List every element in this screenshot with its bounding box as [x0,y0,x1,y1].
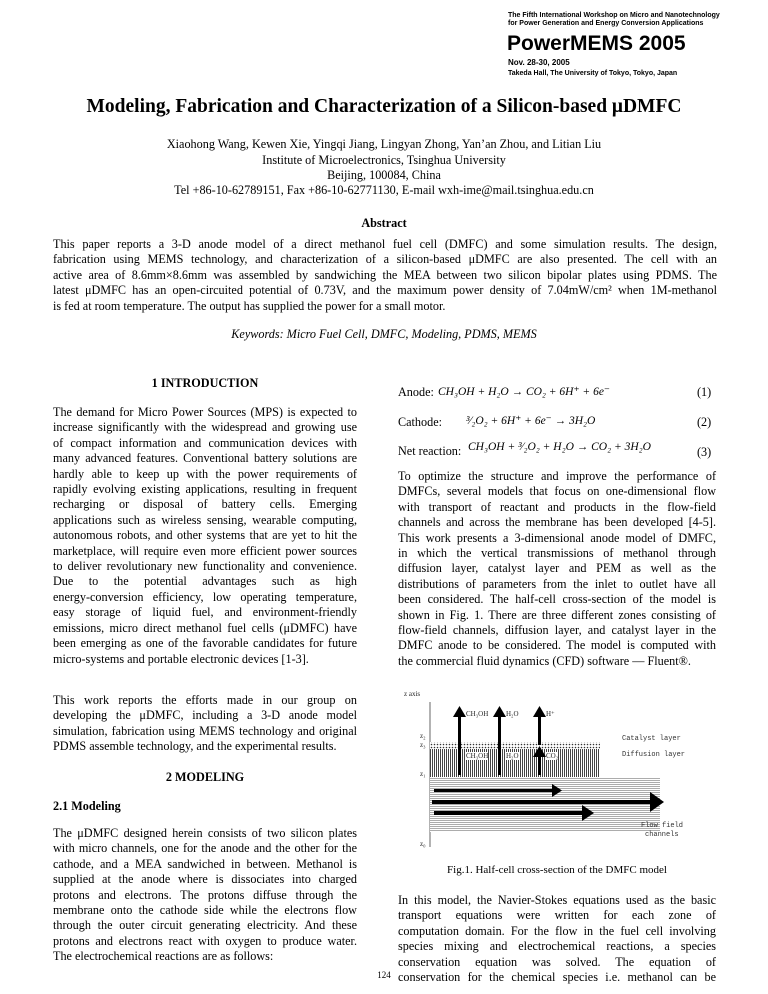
text-line: membrane onto the cathode side while the electrons flow [53,903,357,918]
abstract-line: is fed at room temperature. The output has supplied the power for a small motor. [53,298,446,313]
text-line: marketplace, will require even more efficient power sources [53,543,357,558]
z3-label: z₃ [420,741,426,749]
text-line: been considered. The half-cell cross-section of the model is [398,592,716,607]
anode-label: Anode: [398,385,434,399]
abstract-body [53,237,717,314]
model-paragraph [398,469,716,669]
paper-affiliation: Institute of Microelectronics, Tsinghua University [262,153,506,167]
text-line: PDMS assemble technology, and the experimental results. [53,739,337,754]
text-line: recharging or disposal of battery cells. Emerging [53,497,357,512]
text-line: transport equations were written for each zone of [398,908,716,923]
text-line: cathode, and a MEA sandwiched in between. Methanol is [53,856,357,871]
conference-line-2: for Power Generation and Energy Conversion Applications [508,20,704,27]
catalyst-layer-label: Catalyst layer [622,735,681,743]
cathode-label: Cathode: [398,415,443,429]
text-line: diffusion layer, catalyst layer and PEM as well as the [398,561,716,576]
text-line: many advanced features. Conventional battery solutions are [53,451,357,466]
text-line: DMFCs, several models that focus on one-dimensional flow [398,484,716,499]
intro-paragraph [53,405,357,667]
text-line: easy storage of liquid fuel, and environment-friendly [53,605,357,620]
figure-1-caption: Fig.1. Half-cell cross-section of the DMFC model [447,864,667,876]
conference-name: PowerMEMS 2005 [507,32,686,55]
catalyst-layer-region [430,742,600,749]
paper-contact: Tel +86-10-62789151, Fax +86-10-62771130, E-mail wxh-ime@mail.tsinghua.edu.cn [174,183,594,197]
net-reaction-equation: CH₃OH + ³⁄₂O₂ + H₂O → CO₂ + 3H₂O [468,441,651,453]
abstract-line: This paper reports a 3-D anode model of a direct methanol fuel cell (DMFC) and some simulation results. The design, [53,237,717,251]
z1-label: z₁ [420,770,426,778]
paper-title: Modeling, Fabrication and Characterization of a Silicon-based μDMFC [86,96,682,117]
text-line: micro-systems and portable electronic devices [1-3]. [53,651,309,666]
text-line: with micro channels, one for the anode and the other for the [53,841,357,856]
anode-equation: CH₃OH + H₂O → CO₂ + 6H⁺ + 6e⁻ [438,386,610,398]
z2-label: z₂ [420,732,426,740]
flow-channel-region [430,777,660,832]
paper-authors: Xiaohong Wang, Kewen Xie, Yingqi Jiang, Lingyan Zhong, Yan’an Zhou, and Litian Liu [166,137,602,151]
diffusion-layer-label: Diffusion layer [622,751,686,759]
text-line: supplied at the anode where is dissociates into charged [53,872,357,887]
text-line: of compact information and communication devices with [53,435,357,450]
text-line: The demand for Micro Power Sources (MPS) is expected to [53,405,357,419]
figure-1 [400,692,710,850]
text-line: to deliver revolutionary new functionality and convenience. [53,559,357,574]
conference-dates: Nov. 28-30, 2005 [508,58,570,67]
mid-methanol-label: CH₃OH [466,752,489,760]
text-line: with transport of reactant and products in the flow-field [398,499,716,514]
text-line: DMFC anode to be considered. The model is computed with [398,638,716,653]
text-line: been emerging as one of the favorable candidates for future [53,636,357,651]
top-proton-label: H⁺ [546,710,555,718]
keywords: Keywords: Micro Fuel Cell, DMFC, Modeling, PDMS, MEMS [231,327,537,341]
abstract-line: active area of 8.6mm×8.6mm was assembled by sandwiching the MEA between two silicon bipolar plates using PDMS. The [53,267,717,282]
modeling-paragraph [53,826,357,965]
text-line: The μDMFC designed herein consists of two silicon plates [53,826,357,840]
text-line: emissions, micro direct methanol fuel cells (μDMFC) have [53,620,357,635]
conference-venue: Takeda Hall, The University of Tokyo, Tokyo, Japan [508,70,678,77]
abstract-heading: Abstract [361,216,407,230]
equation-number-2: (2) [697,415,712,429]
text-line: increase significantly with the widespread and growing use [53,420,357,435]
channels-label: channels [645,831,679,839]
text-line: channels and across the membrane has been developed [4-5]. [398,515,716,530]
text-line: rapidly evolving existing applications, resulting in frequent [53,482,357,497]
z-axis-label: z axis [404,690,421,698]
cathode-equation: ³⁄₂O₂ + 6H⁺ + 6e⁻ → 3H₂O [466,415,596,427]
paper-address: Beijing, 100084, China [327,168,441,182]
modeling-subheading: 2.1 Modeling [53,799,121,813]
abstract-line: fabrication using MEMS technology, and characterization of a silicon-based μDMFC are also presented. The cell with an [53,252,717,267]
text-line: distributions of parameters from the inlet to outlet have all [398,576,716,591]
net-reaction-label: Net reaction: [398,444,462,458]
modeling-heading: 2 MODELING [165,770,245,784]
intro-heading: 1 INTRODUCTION [151,376,259,390]
text-line: This work reports the efforts made in our group on [53,693,357,707]
mid-co2-label: CO₂ [546,752,559,760]
text-line: protons and electrons react with oxygen to produce water. [53,933,357,948]
mid-water-label: H₂O [506,752,519,760]
text-line: shown in Fig. 1. There are three different zones consisting of [398,607,716,622]
text-line: simulation, fabrication using MEMS technology and original [53,723,357,738]
text-line: the commercial fluid dynamics (CFD) software — Fluent®. [398,653,691,668]
top-methanol-label: CH₃OH [466,710,489,718]
equation-number-3: (3) [697,445,712,459]
text-line: This work presents a 3-dimensional anode model of DMFC, [398,530,716,545]
text-line: In this model, the Navier-Stokes equations used as the basic [398,893,716,907]
z0-label: z₀ [420,840,426,848]
text-line: hardly able to keep up with the power requirements of [53,466,357,481]
text-line: in which the vertical transmissions of methanol through [398,546,716,561]
text-line: through the outer circuit generating electricity. And these [53,918,357,933]
text-line: conservation for the chemical species i.e. methanol can be [398,970,716,985]
abstract-line: latest μDMFC has an open-circuited potential of 0.73V, and the maximum power density of 7.04mW/cm² when 1M-methanol [53,283,717,298]
text-line: The electrochemical reactions are as follows: [53,949,274,964]
text-line: Due to the potential advantages such as high [53,574,357,589]
equation-number-1: (1) [697,385,712,399]
text-line: conservation equation was solved. The equation of [398,954,716,969]
conference-line-1: The Fifth International Workshop on Micro and Nanotechnology [508,12,720,19]
text-line: flow-field channels, diffusion layer, and catalyst layer in the [398,623,716,638]
text-line: autonomous robots, and other systems that are yet to hit the [53,528,357,543]
work-paragraph [53,693,357,755]
text-line: protons and electrons. The protons diffuse through the [53,887,357,902]
text-line: applications such as wireless sensing, wearable computing, [53,512,357,527]
text-line: developing the μDMFC, including a 3-D anode model [53,708,357,723]
page-number: 124 [377,970,391,980]
text-line: computation domain. For the flow in the fuel cell involving [398,923,716,938]
text-line: To optimize the structure and improve the performance of [398,469,716,483]
text-line: energy-conversion efficiency, low operating temperature, [53,589,357,604]
top-water-label: H₂O [506,710,519,718]
flow-field-label: Flow field [641,822,684,830]
text-line: species mixing and electrochemical reactions, a species [398,939,716,954]
